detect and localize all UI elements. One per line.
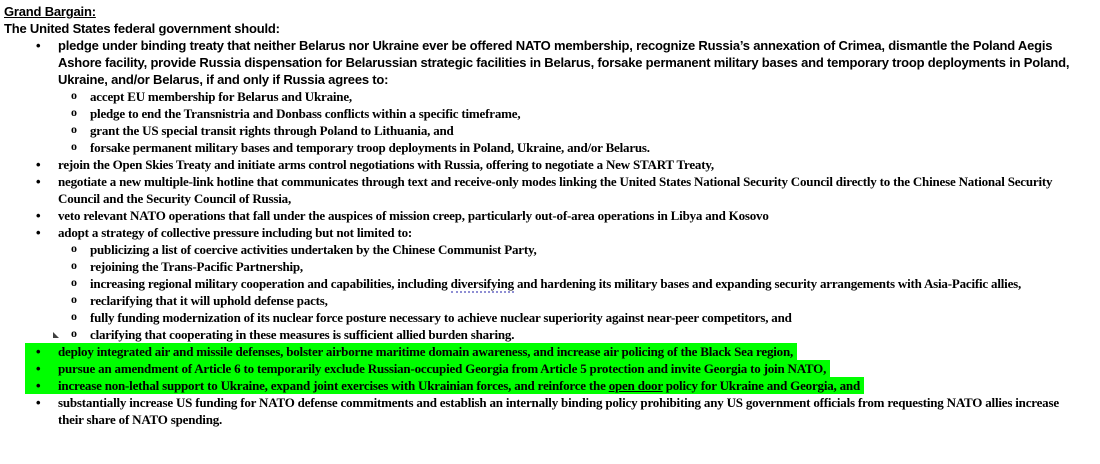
underlined-phrase: open door <box>608 378 663 393</box>
sub-bullet-item-regional-cooperation[interactable] <box>4 275 1082 292</box>
highlighted-bullet-item-non-lethal-support[interactable] <box>25 377 864 394</box>
sub-bullet-text: reclarifying that it will uphold defense pacts, <box>90 293 328 308</box>
sub-bullet-item-forsake-bases[interactable] <box>4 139 1082 156</box>
sub-bullet-item-defense-pacts[interactable] <box>4 292 1082 309</box>
bullet-icon: • <box>36 344 41 359</box>
sub-bullet-text: grant the US special transit rights through Poland to Lithuania, and <box>90 123 454 138</box>
circle-bullet-icon: o <box>71 105 77 119</box>
sub-bullet-text-part: and hardening its military bases and expanding security arrangements with Asia-Pacific allies, <box>513 276 1022 291</box>
bullet-icon: • <box>36 38 41 53</box>
highlighted-bullet-item-air-missile[interactable] <box>25 343 797 360</box>
bullet-text <box>58 378 860 393</box>
sub-bullet-text: forsake permanent military bases and temporary troop deployments in Poland, Ukraine, and/or Belarus. <box>90 140 650 155</box>
circle-bullet-icon: o <box>71 88 77 102</box>
bullet-icon: • <box>36 395 41 410</box>
sub-bullet-item-tpp[interactable] <box>4 258 1082 275</box>
bullet-item-nato-funding[interactable] <box>4 394 1082 428</box>
circle-bullet-icon: o <box>71 139 77 153</box>
bullet-text: deploy integrated air and missile defenses, bolster airborne maritime domain awareness, and increase air policing of the Black Sea region, <box>58 344 794 359</box>
sub-bullet-item-nuclear-modernization[interactable] <box>4 309 1082 326</box>
bullet-icon: • <box>36 378 41 393</box>
highlighted-bullet-item-article-6[interactable] <box>25 360 830 377</box>
circle-bullet-icon: o <box>71 275 77 289</box>
sub-bullet-item-transit-rights[interactable] <box>4 122 1082 139</box>
bullet-text: pursue an amendment of Article 6 to temporarily exclude Russian-occupied Georgia from Article 5 protection and invite Georgia to join NATO, <box>58 361 827 376</box>
circle-bullet-icon: o <box>71 309 77 323</box>
sub-bullet-text <box>90 276 1021 293</box>
bullet-text-part: policy for Ukraine and Georgia, and <box>662 378 860 393</box>
bullet-icon: • <box>36 361 41 376</box>
collapse-triangle-icon[interactable] <box>53 332 59 338</box>
document-title[interactable] <box>4 3 1082 20</box>
circle-bullet-icon: o <box>71 292 77 306</box>
bullet-item-collective-pressure[interactable] <box>4 224 1082 241</box>
sub-bullet-text: clarifying that cooperating in these measures is sufficient allied burden sharing. <box>90 327 515 342</box>
bullet-text: veto relevant NATO operations that fall under the auspices of mission creep, particularly out-of-area operations in Libya and Kosovo <box>58 208 769 223</box>
bullet-text: negotiate a new multiple-link hotline that communicates through text and receive-only modes linking the United States National Security Council directly to the Chinese National Security Council and the Security Council of Russia, <box>58 174 1053 206</box>
bullet-item-open-skies[interactable] <box>4 156 1082 173</box>
circle-bullet-icon: o <box>71 241 77 255</box>
spellcheck-underlined-word: diversifying <box>450 276 514 291</box>
bullet-text: adopt a strategy of collective pressure including but not limited to: <box>58 225 413 240</box>
sub-bullet-item-transnistria[interactable] <box>4 105 1082 122</box>
bullet-text-part: increase non-lethal support to Ukraine, expand joint exercises with Ukrainian forces, and reinforce the <box>58 378 609 393</box>
sub-bullet-item-eu-membership[interactable] <box>4 88 1082 105</box>
bullet-item-pledge[interactable] <box>4 37 1082 88</box>
sub-bullet-item-publicizing[interactable] <box>4 241 1082 258</box>
bullet-text: substantially increase US funding for NATO defense commitments and establish an internally binding policy prohibiting any US government officials from requesting NATO allies increase their share of NATO spending. <box>58 395 1059 427</box>
bullet-icon: • <box>36 157 41 172</box>
circle-bullet-icon: o <box>71 258 77 272</box>
intro-paragraph[interactable]: The United States federal government should: <box>4 21 280 36</box>
sub-bullet-text: rejoining the Trans-Pacific Partnership, <box>90 259 303 274</box>
circle-bullet-icon: o <box>71 326 77 340</box>
bullet-icon: • <box>36 225 41 240</box>
bullet-text: rejoin the Open Skies Treaty and initiate arms control negotiations with Russia, offering to negotiate a New START Treaty, <box>58 157 714 172</box>
bullet-item-hotline[interactable] <box>4 173 1082 207</box>
sub-bullet-text: publicizing a list of coercive activities undertaken by the Chinese Communist Party, <box>90 242 537 257</box>
sub-bullet-text: fully funding modernization of its nuclear force posture necessary to achieve nuclear superiority against near-peer competitors, and <box>90 310 792 325</box>
sub-bullet-item-burden-sharing[interactable] <box>4 326 1082 343</box>
sub-bullet-text: accept EU membership for Belarus and Ukraine, <box>90 89 352 104</box>
title-text: Grand Bargain: <box>4 4 96 19</box>
bullet-text: pledge under binding treaty that neither Belarus nor Ukraine ever be offered NATO membership, recognize Russia’s annexation of Crimea, dismantle the Poland Aegis Ashore facility, provide Russia dispensation for Belarussian strategic facilities in Belarus, forsake permanent military bases and temporary troop deployments in Poland, Ukraine, and/or Belarus, if and only if Russia agrees to: <box>58 38 1070 87</box>
bullet-item-veto-nato[interactable] <box>4 207 1082 224</box>
circle-bullet-icon: o <box>71 122 77 136</box>
bullet-icon: • <box>36 208 41 223</box>
bullet-icon: • <box>36 174 41 189</box>
sub-bullet-text: pledge to end the Transnistria and Donbass conflicts within a specific timeframe, <box>90 106 521 121</box>
sub-bullet-text-part: increasing regional military cooperation and capabilities, including <box>90 276 451 291</box>
